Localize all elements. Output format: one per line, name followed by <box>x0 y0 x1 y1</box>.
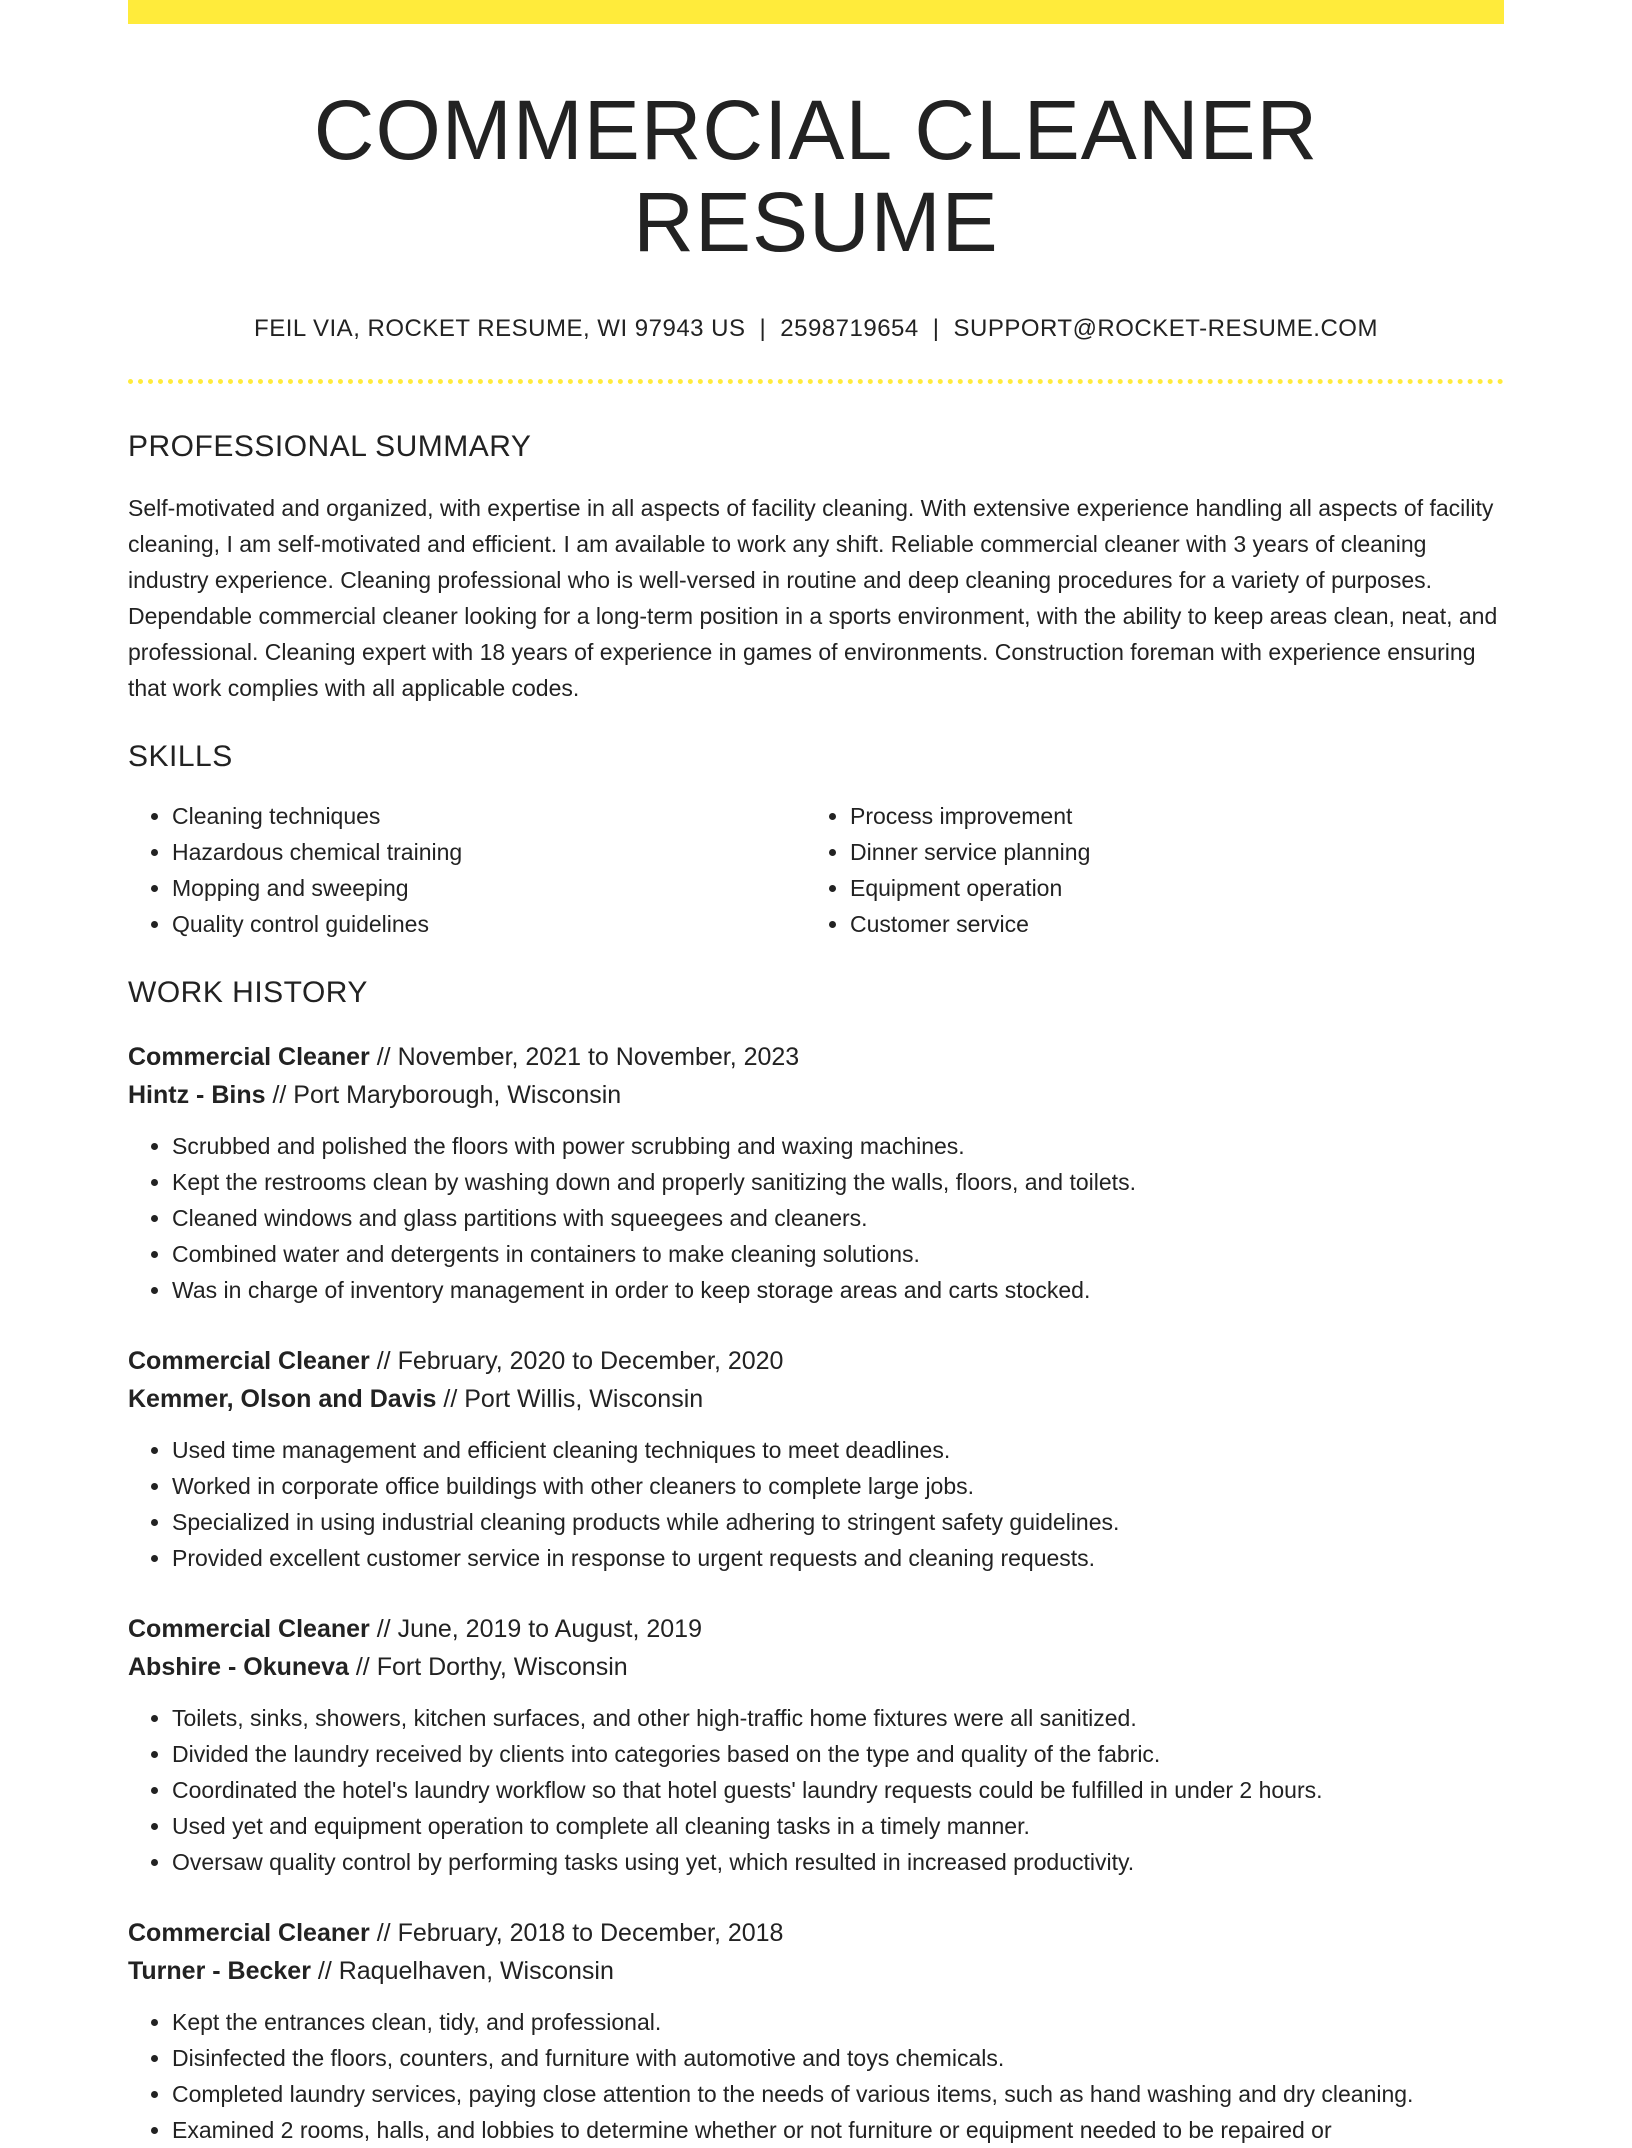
contact-separator: | <box>759 314 767 342</box>
skill-item: • Mopping and sweeping <box>172 870 806 906</box>
skill-item: • Process improvement <box>850 798 1484 834</box>
contact-line <box>128 315 1504 343</box>
job-bullet: • Used yet and equipment operation to complete all cleaning tasks in a timely manner. <box>172 1808 1504 1844</box>
job-company-line <box>128 1952 1504 1990</box>
job-company: Hintz - Bins <box>128 1080 266 1109</box>
summary-text: Self-motivated and organized, with expertise in all aspects of facility cleaning. With extensive experience handling all aspects of facility cleaning, I am self-motivated and efficient. I am available to work any shift. Reliable commercial cleaner with 3 years of cleaning industry experience. Cleaning professional who is well-versed in routine and deep cleaning procedures for a variety of purposes. Dependable commercial cleaner looking for a long-term position in a sports environment, with the ability to keep areas clean, neat, and professional. Cleaning expert with 18 years of experience in games of environments. Construction foreman with experience ensuring that work complies with all applicable codes. <box>128 494 1498 701</box>
job-bullet: • Toilets, sinks, showers, kitchen surfaces, and other high-traffic home fixtures were all sanitized. <box>172 1700 1504 1736</box>
job-bullets <box>128 1700 1504 1880</box>
job-title: Commercial Cleaner <box>128 1614 370 1643</box>
job-title-line <box>128 1342 1504 1380</box>
job-company: Abshire - Okuneva <box>128 1652 349 1681</box>
job-bullet: • Worked in corporate office buildings with other cleaners to complete large jobs. <box>172 1468 1504 1504</box>
job-bullet: • Used time management and efficient cleaning techniques to meet deadlines. <box>172 1432 1504 1468</box>
job-bullets <box>128 1432 1504 1576</box>
summary-heading: PROFESSIONAL SUMMARY <box>128 429 532 463</box>
job-location: // Port Maryborough, Wisconsin <box>272 1080 622 1109</box>
job-bullet: • Combined water and detergents in containers to make cleaning solutions. <box>172 1236 1504 1272</box>
job-dates: // February, 2020 to December, 2020 <box>376 1346 784 1375</box>
job-title: Commercial Cleaner <box>128 1918 370 1947</box>
skill-item: • Hazardous chemical training <box>172 834 806 870</box>
job-title-line <box>128 1914 1504 1952</box>
job-bullet: • Oversaw quality control by performing tasks using yet, which resulted in increased productivity. <box>172 1844 1504 1880</box>
contact-phone: 2598719654 <box>780 314 919 342</box>
job-bullets <box>128 2004 1504 2148</box>
job-title-line <box>128 1610 1504 1648</box>
skill-item: • Quality control guidelines <box>172 906 806 942</box>
job-dates: // June, 2019 to August, 2019 <box>376 1614 702 1643</box>
job-bullet: • Provided excellent customer service in response to urgent requests and cleaning requests. <box>172 1540 1504 1576</box>
job-title-line <box>128 1038 1504 1076</box>
job-dates: // November, 2021 to November, 2023 <box>376 1042 800 1071</box>
skill-item: • Equipment operation <box>850 870 1484 906</box>
contact-separator: | <box>932 314 940 342</box>
job-title: Commercial Cleaner <box>128 1042 370 1071</box>
job-entry <box>128 1610 1504 1880</box>
skills-right-column <box>806 798 1484 942</box>
job-bullet: • Completed laundry services, paying close attention to the needs of various items, such as hand washing and dry cleaning. <box>172 2076 1504 2112</box>
skill-item: • Dinner service planning <box>850 834 1484 870</box>
top-accent-bar <box>128 0 1504 24</box>
job-company: Kemmer, Olson and Davis <box>128 1384 437 1413</box>
job-entry <box>128 1342 1504 1576</box>
job-entry <box>128 1038 1504 1308</box>
job-title: Commercial Cleaner <box>128 1346 370 1375</box>
dotted-divider <box>128 379 1504 384</box>
job-entry <box>128 1914 1504 2148</box>
job-company-line <box>128 1076 1504 1114</box>
skills-grid <box>128 798 1504 942</box>
job-bullets <box>128 1128 1504 1308</box>
contact-address: FEIL VIA, ROCKET RESUME, WI 97943 US <box>254 314 746 342</box>
skills-heading: SKILLS <box>128 739 233 773</box>
job-location: // Raquelhaven, Wisconsin <box>317 1956 614 1985</box>
skill-item: • Cleaning techniques <box>172 798 806 834</box>
job-dates: // February, 2018 to December, 2018 <box>376 1918 784 1947</box>
job-bullet: • Disinfected the floors, counters, and furniture with automotive and toys chemicals. <box>172 2040 1504 2076</box>
contact-email: SUPPORT@ROCKET-RESUME.COM <box>953 314 1378 342</box>
skill-item: • Customer service <box>850 906 1484 942</box>
work-history-heading: WORK HISTORY <box>128 975 368 1009</box>
job-bullet: • Cleaned windows and glass partitions with squeegees and cleaners. <box>172 1200 1504 1236</box>
job-bullet: • Specialized in using industrial cleaning products while adhering to stringent safety guidelines. <box>172 1504 1504 1540</box>
job-bullet: • Was in charge of inventory management in order to keep storage areas and carts stocked. <box>172 1272 1504 1308</box>
job-bullet: • Kept the restrooms clean by washing down and properly sanitizing the walls, floors, and toilets. <box>172 1164 1504 1200</box>
job-bullet: • Coordinated the hotel's laundry workflow so that hotel guests' laundry requests could be fulfilled in under 2 hours. <box>172 1772 1504 1808</box>
job-company: Turner - Becker <box>128 1956 311 1985</box>
resume-page <box>128 0 1504 2148</box>
job-bullet: • Kept the entrances clean, tidy, and professional. <box>172 2004 1504 2040</box>
job-company-line <box>128 1380 1504 1418</box>
resume-title: COMMERCIAL CLEANER RESUME <box>313 83 1319 270</box>
job-company-line <box>128 1648 1504 1686</box>
job-bullet: • Scrubbed and polished the floors with power scrubbing and waxing machines. <box>172 1128 1504 1164</box>
skills-left-column <box>128 798 806 942</box>
job-location: // Port Willis, Wisconsin <box>443 1384 704 1413</box>
job-bullet: • Examined 2 rooms, halls, and lobbies to determine whether or not furniture or equipment needed to be repaired or <box>172 2112 1504 2148</box>
job-bullet: • Divided the laundry received by clients into categories based on the type and quality of the fabric. <box>172 1736 1504 1772</box>
job-location: // Fort Dorthy, Wisconsin <box>355 1652 628 1681</box>
